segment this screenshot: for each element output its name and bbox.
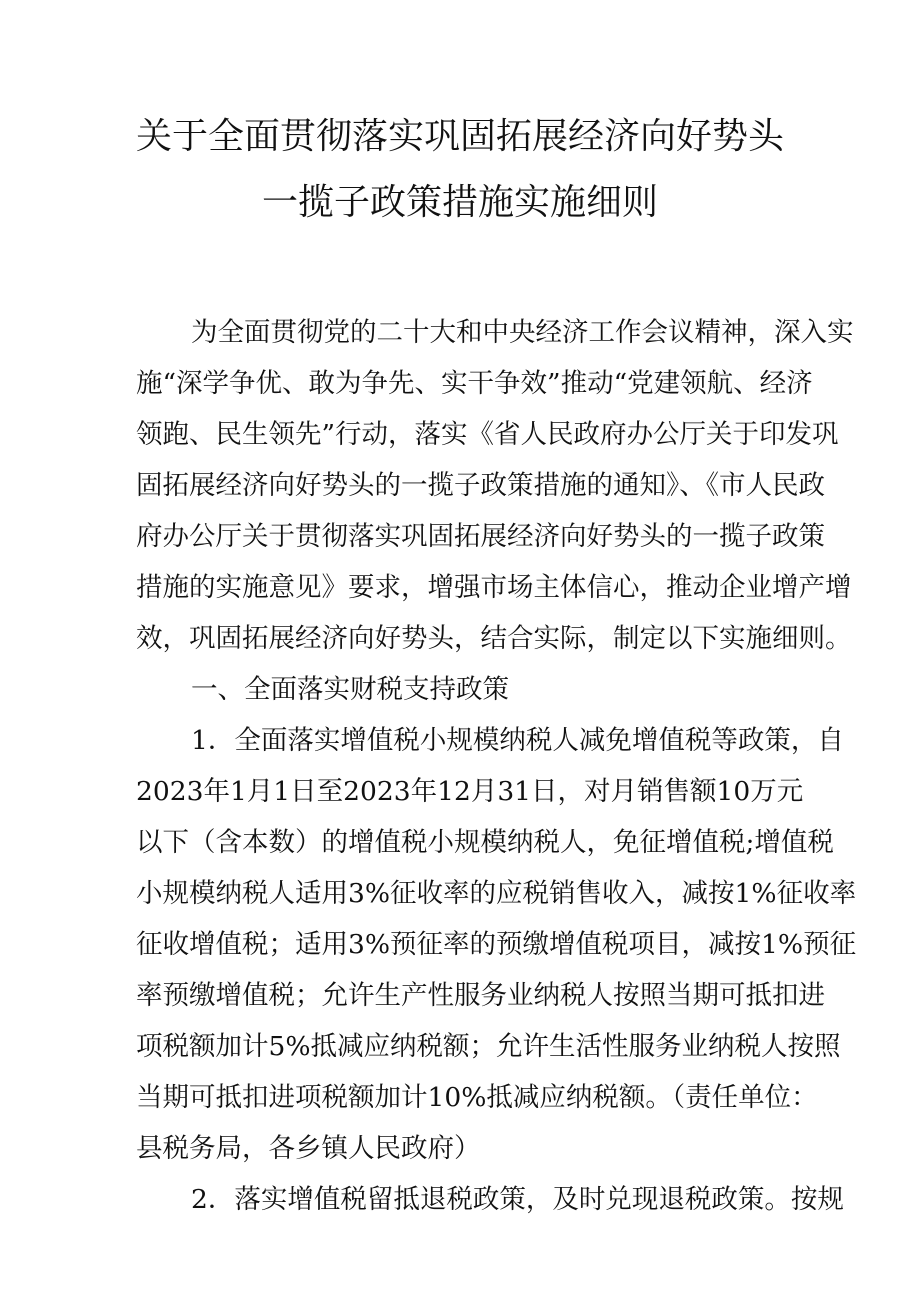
body-line-6: 措施的实施意见》要求，增强市场主体信心，推动企业增产增 bbox=[136, 572, 852, 603]
item-1-line-2: 2023年1月1日至2023年12月31日，对月销售额10万元 bbox=[136, 776, 804, 807]
item-1-line-9: 县税务局，各乡镇人民政府） bbox=[136, 1133, 481, 1164]
item-2-line-1: 2．落实增值税留抵退税政策，及时兑现退税政策。按规 bbox=[191, 1184, 844, 1215]
body-line-2: 施“深学争优、敢为争先、实干争效”推动“党建领航、经济 bbox=[136, 368, 813, 399]
item-1-line-7: 项税额加计5%抵减应纳税额；允许生活性服务业纳税人按照 bbox=[136, 1031, 841, 1062]
body-line-1: 为全面贯彻党的二十大和中央经济工作会议精神，深入实 bbox=[191, 317, 854, 348]
item-1-line-8: 当期可抵扣进项税额加计10%抵减应纳税额。（责任单位： bbox=[136, 1082, 818, 1113]
item-1-line-4: 小规模纳税人适用3%征收率的应税销售收入，减按1%征收率 bbox=[136, 878, 857, 909]
body-line-3: 领跑、民生领先”行动，落实《省人民政府办公厅关于印发巩 bbox=[136, 419, 839, 450]
item-1-line-1: 1．全面落实增值税小规模纳税人减免增值税等政策，自 bbox=[191, 725, 844, 756]
body-line-5: 府办公厅关于贯彻落实巩固拓展经济向好势头的一揽子政策 bbox=[136, 521, 825, 552]
item-1-line-5: 征收增值税；适用3%预征率的预缴增值税项目，减按1%预征 bbox=[136, 929, 857, 960]
item-1-line-6: 率预缴增值税；允许生产性服务业纳税人按照当期可抵扣进 bbox=[136, 980, 825, 1011]
document-title-line-2: 一揽子政策措施实施细则 bbox=[261, 182, 658, 223]
body-line-4: 固拓展经济向好势头的一揽子政策措施的通知》、《市人民政 bbox=[136, 470, 825, 501]
section-heading-1: 一、全面落实财税支持政策 bbox=[191, 674, 509, 705]
item-1-line-3: 以下（含本数）的增值税小规模纳税人，免征增值税;增值税 bbox=[136, 827, 834, 858]
document-title-line-1: 关于全面贯彻落实巩固拓展经济向好势头 bbox=[135, 116, 784, 157]
body-line-7: 效，巩固拓展经济向好势头，结合实际，制定以下实施细则。 bbox=[136, 623, 852, 654]
